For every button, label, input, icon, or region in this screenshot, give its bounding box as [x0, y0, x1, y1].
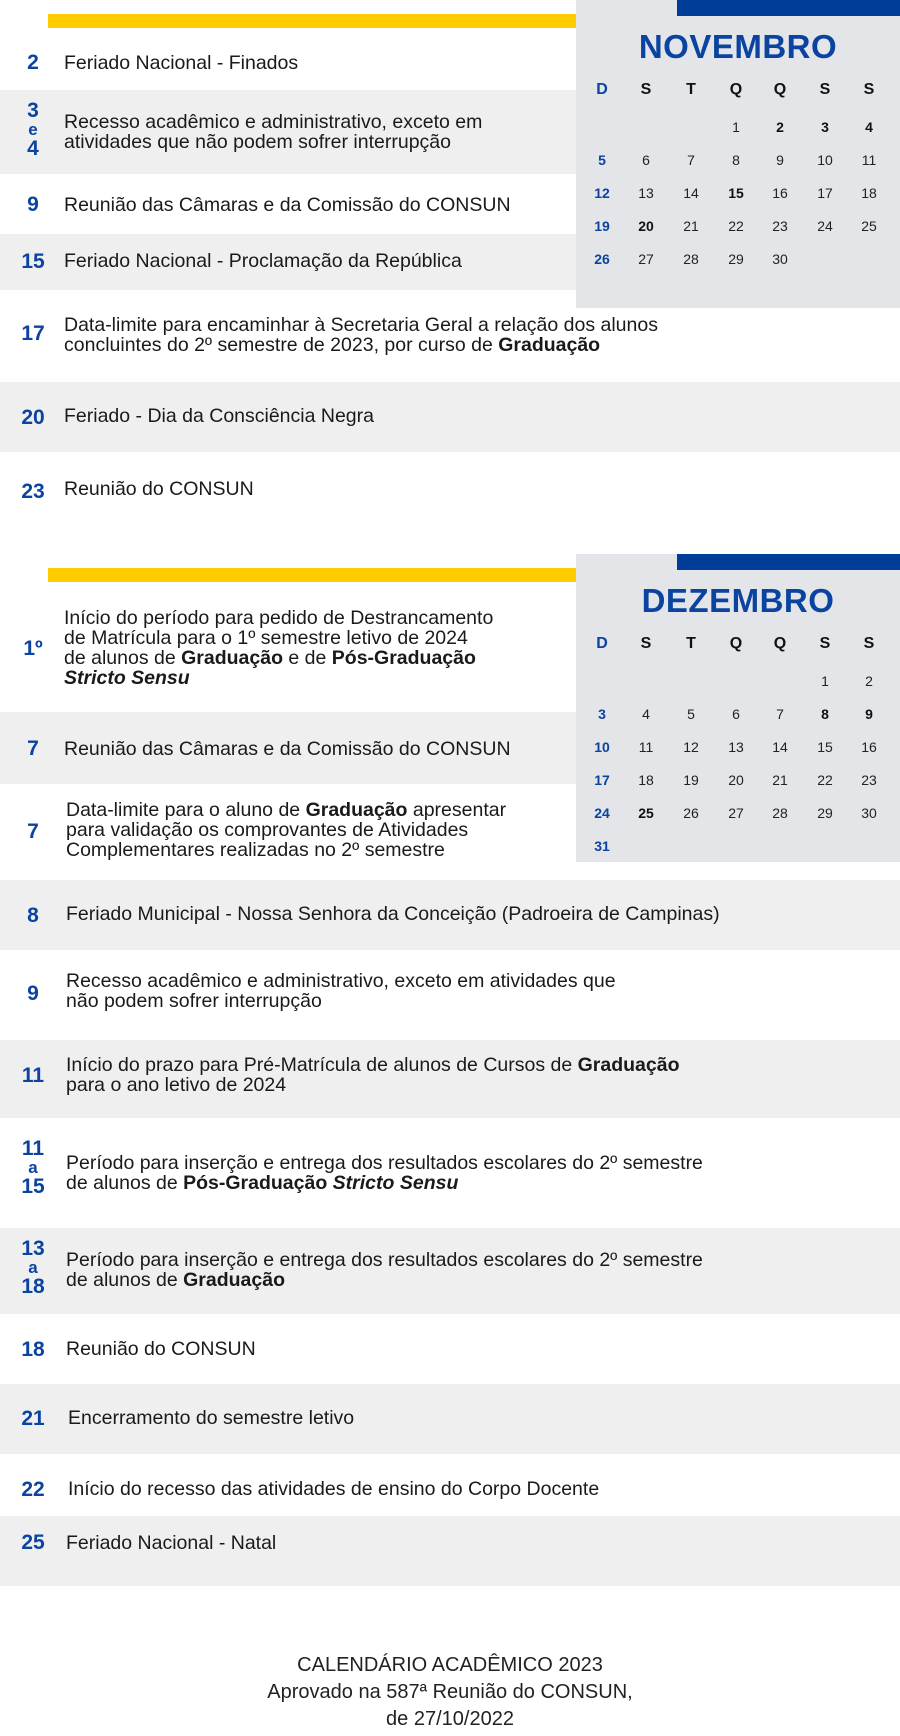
weekday-header: S: [640, 81, 652, 98]
calendar-day: 19: [683, 772, 699, 788]
calendar-day: 21: [683, 218, 699, 234]
event-description: [68, 1479, 599, 1499]
event-day: 21: [21, 1407, 45, 1430]
event-text: Pós-Graduação: [331, 647, 476, 669]
event-description: [66, 1250, 703, 1290]
event-description: [64, 479, 254, 499]
event-text: Graduação: [305, 799, 408, 821]
november-yellow-bar: [48, 14, 621, 28]
weekday-header: Q: [773, 81, 787, 98]
event-day-part: a: [28, 1258, 38, 1277]
calendar-day: 26: [683, 805, 699, 821]
weekday-header: Q: [729, 635, 743, 652]
event-text: para o ano letivo de 2024: [66, 1074, 287, 1096]
calendar-day: 16: [861, 739, 877, 755]
december-event-row: [0, 1314, 900, 1384]
event-day: 25: [21, 1531, 45, 1554]
event-text: Stricto Sensu: [332, 1172, 459, 1194]
event-description: [68, 1408, 354, 1428]
event-text: Data-limite para encaminhar à Secretaria Geral a relação dos alunos: [64, 314, 658, 336]
event-description: [64, 739, 511, 759]
calendar-day: 28: [772, 805, 788, 821]
december-calendar: [576, 554, 900, 862]
event-day: 7: [27, 820, 39, 843]
event-description: [64, 112, 482, 152]
december-event-row: [0, 1454, 900, 1516]
event-day: 15: [21, 250, 45, 273]
calendar-day: 25: [638, 805, 654, 821]
calendar-day: 20: [638, 218, 654, 234]
december-event-row: [0, 880, 900, 950]
weekday-header: D: [596, 635, 608, 652]
calendar-day: 11: [861, 152, 877, 168]
event-day-part: 3: [27, 99, 39, 122]
event-text: para validação os comprovantes de Atividades: [66, 819, 469, 841]
footer-date: de 27/10/2022: [386, 1708, 514, 1730]
event-day: [0, 100, 66, 159]
december-event-row: [0, 1040, 900, 1118]
december-event-row: [0, 1384, 900, 1454]
event-day: 17: [21, 322, 45, 345]
event-description: [66, 1533, 276, 1553]
event-day: 9: [27, 982, 39, 1005]
calendar-day: 8: [732, 152, 740, 168]
november-blue-bar: [677, 0, 900, 16]
calendar-day: 18: [638, 772, 654, 788]
calendar-day: 14: [772, 739, 788, 755]
event-text: de alunos de: [66, 1172, 184, 1194]
event-day-part: 18: [21, 1275, 45, 1298]
calendar-day: 27: [638, 251, 654, 267]
event-text: Período para inserção e entrega dos resultados escolares do 2º semestre: [66, 1152, 703, 1174]
calendar-day: 26: [594, 251, 610, 267]
weekday-header: T: [686, 635, 696, 652]
december-event-row: [0, 1118, 900, 1228]
event-text: Recesso acadêmico e administrativo, exceto em atividades que: [66, 970, 616, 992]
event-text: Graduação: [498, 334, 601, 356]
calendar-day: 24: [594, 805, 610, 821]
calendar-day: 1: [821, 673, 829, 689]
calendar-day: 24: [817, 218, 833, 234]
event-description: [66, 1055, 679, 1095]
weekday-header: S: [640, 635, 652, 652]
calendar-day: 16: [772, 185, 788, 201]
calendar-day: 10: [817, 152, 833, 168]
calendar-day: 13: [728, 739, 744, 755]
event-text: de alunos de: [64, 647, 182, 669]
calendar-day: 28: [683, 251, 699, 267]
calendar-day: 18: [861, 185, 877, 201]
calendar-day: 15: [728, 185, 744, 201]
calendar-day: 21: [772, 772, 788, 788]
december-event-row: [0, 1228, 900, 1314]
event-day: 20: [21, 406, 45, 429]
calendar-day: 5: [598, 152, 606, 168]
event-text: de alunos de: [66, 1269, 184, 1291]
footer-title: CALENDÁRIO ACADÊMICO 2023: [297, 1654, 603, 1676]
event-description: [66, 800, 506, 860]
event-text: Feriado Nacional - Natal: [66, 1532, 277, 1554]
event-text: Graduação: [181, 647, 283, 669]
calendar-day: 25: [861, 218, 877, 234]
calendar-day: 1: [732, 119, 740, 135]
event-day: 11: [21, 1064, 45, 1087]
event-description: [64, 195, 511, 215]
event-day-part: e: [28, 120, 38, 139]
event-text: Feriado - Dia da Consciência Negra: [64, 405, 374, 427]
event-description: [64, 315, 658, 355]
event-day-part: 11: [21, 1137, 45, 1160]
calendar-day: 2: [776, 119, 784, 135]
calendar-day: 8: [821, 706, 829, 722]
event-day-part: 4: [27, 137, 39, 160]
calendar-day: 6: [732, 706, 740, 722]
december-event-row: [0, 1516, 900, 1586]
footer: [0, 1652, 900, 1733]
event-day: 22: [21, 1478, 45, 1501]
november-calendar-title: NOVEMBRO: [638, 28, 838, 65]
event-text: Stricto Sensu: [64, 667, 190, 689]
november-event-row: [0, 382, 900, 452]
calendar-day: 31: [594, 838, 610, 854]
event-text: Reunião das Câmaras e da Comissão do CONSUN: [64, 738, 511, 760]
calendar-day: 4: [642, 706, 650, 722]
weekday-header: S: [863, 635, 875, 652]
event-day: [0, 1138, 66, 1197]
event-description: [66, 971, 616, 1011]
calendar-day: 2: [865, 673, 873, 689]
event-text: Feriado Municipal - Nossa Senhora da Conceição (Padroeira de Campinas): [66, 903, 720, 925]
calendar-day: 22: [817, 772, 833, 788]
event-text: apresentar: [407, 799, 507, 821]
calendar-day: 15: [817, 739, 833, 755]
event-description: [64, 608, 493, 688]
calendar-day: 23: [772, 218, 788, 234]
calendar-day: 29: [728, 251, 744, 267]
event-text: não podem sofrer interrupção: [66, 990, 322, 1012]
calendar-day: 14: [683, 185, 699, 201]
event-day: 1º: [23, 637, 43, 660]
calendar-day: 10: [594, 739, 610, 755]
event-text: concluintes do 2º semestre de 2023, por curso de: [64, 334, 499, 356]
calendar-day: 19: [594, 218, 610, 234]
calendar-day: 6: [642, 152, 650, 168]
event-description: [64, 251, 462, 271]
event-text: e de: [282, 647, 332, 669]
calendar-day: 3: [821, 119, 829, 135]
footer-approval: Aprovado na 587ª Reunião do CONSUN,: [267, 1681, 633, 1703]
calendar-day: 17: [817, 185, 833, 201]
event-text: Reunião do CONSUN: [66, 1338, 256, 1360]
event-text: Início do recesso das atividades de ensino do Corpo Docente: [68, 1478, 600, 1500]
event-text: Início do prazo para Pré-Matrícula de alunos de Cursos de: [66, 1054, 578, 1076]
event-text: Reunião das Câmaras e da Comissão do CONSUN: [64, 194, 511, 216]
event-day: 7: [27, 737, 39, 760]
weekday-header: T: [686, 81, 696, 98]
event-text: Reunião do CONSUN: [64, 478, 254, 500]
event-text: Feriado Nacional - Finados: [64, 52, 299, 74]
calendar-day: 7: [687, 152, 695, 168]
calendar-day: 9: [776, 152, 784, 168]
event-text: de Matrícula para o 1º semestre letivo de 2024: [64, 627, 468, 649]
event-text: Período para inserção e entrega dos resultados escolares do 2º semestre: [66, 1249, 703, 1271]
calendar-day: 22: [728, 218, 744, 234]
event-text: Data-limite para o aluno de: [66, 799, 306, 821]
december-calendar-title: DEZEMBRO: [641, 582, 835, 619]
calendar-day: 7: [776, 706, 784, 722]
calendar-day: 12: [594, 185, 610, 201]
calendar-day: 12: [683, 739, 699, 755]
event-text: atividades que não podem sofrer interrupção: [64, 131, 451, 153]
november-event-row: [0, 452, 900, 528]
event-text: Pós-Graduação: [183, 1172, 328, 1194]
event-day: 18: [21, 1338, 45, 1361]
event-description: [66, 1153, 703, 1193]
weekday-header: D: [596, 81, 608, 98]
event-day: 9: [27, 193, 39, 216]
event-description: [66, 1339, 256, 1359]
event-day: 23: [21, 480, 45, 503]
event-description: [64, 53, 298, 73]
weekday-header: S: [819, 635, 831, 652]
event-text: Encerramento do semestre letivo: [68, 1407, 355, 1429]
november-calendar: [576, 0, 900, 308]
calendar-day: 30: [861, 805, 877, 821]
event-description: [64, 406, 374, 426]
calendar-day: 13: [638, 185, 654, 201]
event-text: Feriado Nacional - Proclamação da República: [64, 250, 462, 272]
event-day-part: 15: [21, 1175, 45, 1198]
calendar-day: 23: [861, 772, 877, 788]
event-day: [0, 1238, 66, 1297]
calendar-day: 27: [728, 805, 744, 821]
calendar-day: 20: [728, 772, 744, 788]
calendar-day: 9: [865, 706, 873, 722]
calendar-day: 29: [817, 805, 833, 821]
calendar-day: 11: [638, 739, 654, 755]
december-blue-bar: [677, 554, 900, 570]
event-text: Recesso acadêmico e administrativo, exceto em: [64, 111, 483, 133]
event-day-part: a: [28, 1158, 38, 1177]
event-text: Complementares realizadas no 2º semestre: [66, 839, 445, 861]
calendar-day: 3: [598, 706, 606, 722]
december-event-row: [0, 950, 900, 1040]
weekday-header: S: [819, 81, 831, 98]
event-text: Graduação: [183, 1269, 285, 1291]
calendar-day: 5: [687, 706, 695, 722]
weekday-header: S: [863, 81, 875, 98]
calendar-day: 30: [772, 251, 788, 267]
weekday-header: Q: [729, 81, 743, 98]
event-description: [66, 904, 720, 924]
event-text: Graduação: [577, 1054, 680, 1076]
calendar-day: 4: [865, 119, 873, 135]
weekday-header: Q: [773, 635, 787, 652]
calendar-day: 17: [594, 772, 610, 788]
december-yellow-bar: [48, 568, 621, 582]
event-text: Início do período para pedido de Destrancamento: [64, 607, 494, 629]
event-day: 2: [27, 51, 39, 74]
event-day-part: 13: [21, 1237, 45, 1260]
event-day: 8: [27, 904, 39, 927]
